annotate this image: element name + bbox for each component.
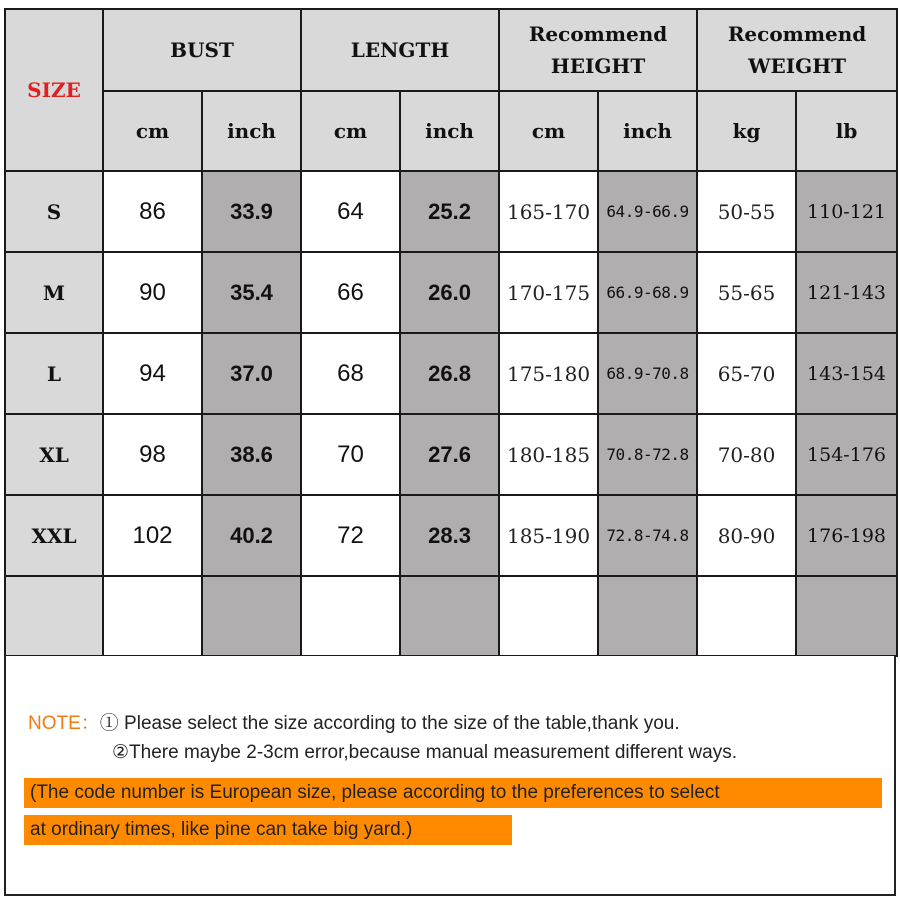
height-header	[499, 9, 697, 91]
bust-inch-cell: 37.0	[202, 333, 301, 414]
table-row	[5, 171, 897, 252]
unit-header: inch	[202, 91, 301, 171]
bust-cm-cell: 98	[103, 414, 202, 495]
height-inch-cell: 68.9-70.8	[598, 333, 697, 414]
bust-cm-cell: 94	[103, 333, 202, 414]
length-cm-cell: 64	[301, 171, 400, 252]
size-label: XXL	[5, 495, 103, 576]
length-inch-cell: 26.0	[400, 252, 499, 333]
size-label: XL	[5, 414, 103, 495]
unit-header: cm	[301, 91, 400, 171]
empty-cell	[598, 576, 697, 656]
length-inch-cell: 27.6	[400, 414, 499, 495]
length-inch-cell: 28.3	[400, 495, 499, 576]
empty-cell	[697, 576, 796, 656]
bust-cm-cell: 86	[103, 171, 202, 252]
note-tag: NOTE：	[28, 713, 100, 734]
height-inch-cell: 70.8-72.8	[598, 414, 697, 495]
weight-header-line2: WEIGHT	[748, 54, 846, 78]
height-inch-cell: 64.9-66.9	[598, 171, 697, 252]
table-row	[5, 252, 897, 333]
note-line-2: ②There maybe 2-3cm error,because manual measurement different ways.	[112, 742, 737, 763]
unit-header: inch	[598, 91, 697, 171]
length-cm-cell: 66	[301, 252, 400, 333]
unit-header: cm	[499, 91, 598, 171]
table-row	[5, 333, 897, 414]
weight-kg-cell: 70-80	[697, 414, 796, 495]
unit-header: kg	[697, 91, 796, 171]
size-column-header: SIZE	[5, 9, 103, 171]
empty-cell	[499, 576, 598, 656]
height-header-line1: Recommend	[528, 22, 668, 46]
table-row	[5, 414, 897, 495]
weight-kg-cell: 55-65	[697, 252, 796, 333]
height-inch-cell: 72.8-74.8	[598, 495, 697, 576]
bust-inch-cell: 38.6	[202, 414, 301, 495]
weight-lb-cell: 176-198	[796, 495, 897, 576]
weight-kg-cell: 50-55	[697, 171, 796, 252]
height-cm-cell: 180-185	[499, 414, 598, 495]
weight-kg-cell: 65-70	[697, 333, 796, 414]
empty-cell	[301, 576, 400, 656]
height-cm-cell: 170-175	[499, 252, 598, 333]
size-chart-table	[4, 8, 898, 657]
weight-kg-cell: 80-90	[697, 495, 796, 576]
length-header: LENGTH	[301, 9, 499, 91]
length-cm-cell: 72	[301, 495, 400, 576]
weight-header	[697, 9, 897, 91]
bust-inch-cell: 33.9	[202, 171, 301, 252]
table-row	[5, 495, 897, 576]
height-header-line2: HEIGHT	[550, 54, 646, 78]
empty-cell	[5, 576, 103, 656]
empty-cell	[103, 576, 202, 656]
length-cm-cell: 70	[301, 414, 400, 495]
unit-header: lb	[796, 91, 897, 171]
height-inch-cell: 66.9-68.9	[598, 252, 697, 333]
empty-cell	[202, 576, 301, 656]
height-cm-cell: 165-170	[499, 171, 598, 252]
length-cm-cell: 68	[301, 333, 400, 414]
highlight-line-2: at ordinary times, like pine can take big yard.)	[24, 815, 512, 845]
unit-header: inch	[400, 91, 499, 171]
bust-header: BUST	[103, 9, 301, 91]
bust-cm-cell: 102	[103, 495, 202, 576]
notes-panel	[4, 656, 896, 896]
size-label: S	[5, 171, 103, 252]
highlight-line-1: (The code number is European size, please according to the preferences to select	[24, 778, 882, 808]
weight-lb-cell: 154-176	[796, 414, 897, 495]
height-cm-cell: 185-190	[499, 495, 598, 576]
weight-header-line1: Recommend	[727, 22, 867, 46]
weight-lb-cell: 143-154	[796, 333, 897, 414]
note-text-1: ① Please select the size according to the size of the table,thank you.	[99, 713, 680, 734]
note-line-1	[28, 708, 680, 735]
bust-inch-cell: 35.4	[202, 252, 301, 333]
size-label: M	[5, 252, 103, 333]
size-label: L	[5, 333, 103, 414]
bust-inch-cell: 40.2	[202, 495, 301, 576]
empty-cell	[400, 576, 499, 656]
empty-cell	[796, 576, 897, 656]
height-cm-cell: 175-180	[499, 333, 598, 414]
unit-header: cm	[103, 91, 202, 171]
length-inch-cell: 26.8	[400, 333, 499, 414]
bust-cm-cell: 90	[103, 252, 202, 333]
weight-lb-cell: 121-143	[796, 252, 897, 333]
length-inch-cell: 25.2	[400, 171, 499, 252]
weight-lb-cell: 110-121	[796, 171, 897, 252]
empty-row	[5, 576, 897, 656]
